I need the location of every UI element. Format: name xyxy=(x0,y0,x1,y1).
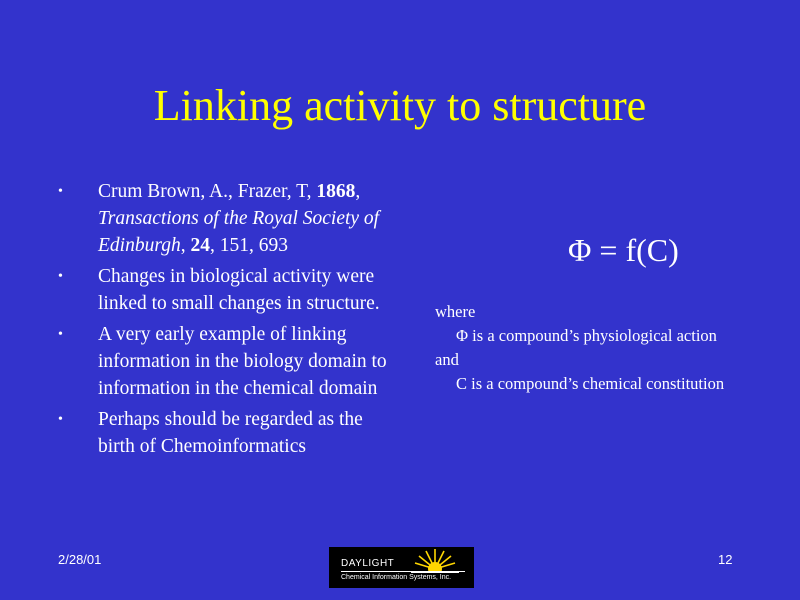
slide-title: Linking activity to structure xyxy=(153,81,647,130)
bullet-icon: • xyxy=(58,412,63,427)
bullet-icon: • xyxy=(58,184,63,199)
formula-legend xyxy=(435,300,795,396)
sun-icon xyxy=(411,549,459,573)
citation-pages: , 151, 693 xyxy=(209,235,288,256)
bullet-list xyxy=(58,178,388,464)
citation-journal: Transactions of the Royal Society of Edinburgh xyxy=(98,208,380,256)
logo-rule xyxy=(341,571,465,572)
bullet-text xyxy=(98,181,379,256)
legend-and: and xyxy=(435,350,459,369)
logo-name: DAYLIGHT xyxy=(341,558,395,569)
citation-volume: 24 xyxy=(190,235,210,256)
citation-sep: , xyxy=(355,181,361,202)
bullet-item xyxy=(58,263,388,317)
bullet-item xyxy=(58,406,388,460)
formula: Φ = f(C) xyxy=(568,232,679,268)
citation-year: 1868 xyxy=(316,181,356,202)
citation-sep: , xyxy=(180,235,191,256)
bullet-text: A very early example of linking information in the biology domain to information in the chemical domain xyxy=(98,324,387,399)
bullet-icon: • xyxy=(58,327,63,342)
footer-date: 2/28/01 xyxy=(58,552,102,567)
logo-subtitle: Chemical Information Systems, Inc. xyxy=(341,574,452,581)
bullet-icon: • xyxy=(58,269,63,284)
bullet-text: Perhaps should be regarded as the birth of Chemoinformatics xyxy=(98,409,363,457)
bullet-item xyxy=(58,321,388,402)
bullet-text: Changes in biological activity were linked to small changes in structure. xyxy=(98,266,380,314)
legend-where: where xyxy=(435,302,476,321)
page-number: 12 xyxy=(718,552,733,567)
daylight-logo xyxy=(329,547,474,588)
bullet-item xyxy=(58,178,388,259)
legend-c: C is a compound’s chemical constitution xyxy=(456,374,725,393)
citation-authors: Crum Brown, A., Frazer, T, xyxy=(98,181,317,202)
legend-phi: Φ is a compound’s physiological action xyxy=(456,326,717,345)
